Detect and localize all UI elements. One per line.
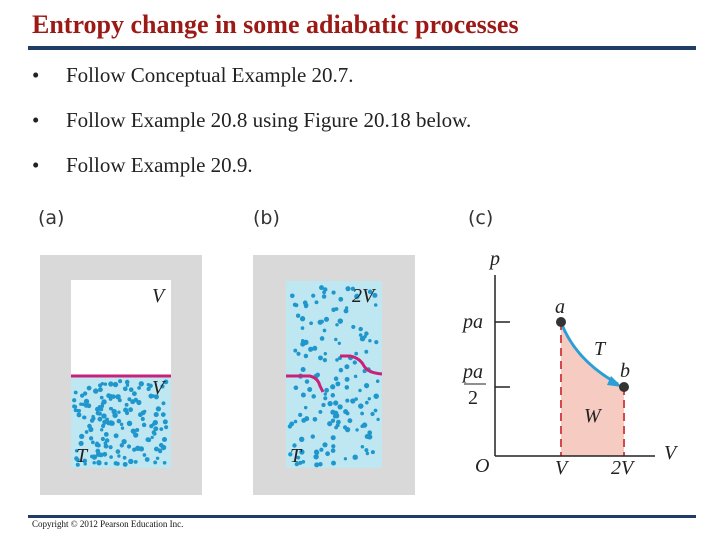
gas-molecule — [109, 455, 113, 459]
gas-molecule — [301, 460, 305, 464]
gas-molecule — [358, 389, 361, 392]
gas-molecule — [330, 384, 335, 389]
gas-molecule — [117, 410, 120, 413]
gas-molecule — [339, 368, 344, 373]
gas-molecule — [87, 403, 92, 408]
gas-molecule — [333, 411, 338, 416]
gas-molecule — [324, 352, 327, 355]
temperature-label-a: T — [76, 445, 88, 467]
gas-molecule — [296, 314, 300, 318]
gas-molecule — [320, 320, 324, 324]
gas-molecule — [163, 419, 168, 424]
gas-molecule — [161, 445, 166, 450]
gas-molecule — [364, 331, 368, 335]
gas-molecule — [315, 373, 320, 378]
gas-molecule — [84, 399, 89, 404]
gas-molecule — [123, 462, 128, 467]
gas-molecule — [321, 403, 325, 407]
gas-molecule — [296, 352, 300, 356]
gas-molecule — [128, 407, 133, 412]
gas-molecule — [139, 381, 144, 386]
gas-molecule — [360, 424, 364, 428]
gas-molecule — [127, 444, 131, 448]
gas-molecule — [347, 418, 352, 423]
gas-molecule — [309, 321, 313, 325]
gas-molecule — [325, 451, 330, 456]
gas-molecule — [323, 396, 327, 400]
gas-molecule — [109, 445, 113, 449]
gas-molecule — [87, 424, 92, 429]
gas-molecule — [374, 340, 378, 344]
gas-molecule — [318, 355, 323, 360]
gas-molecule — [304, 406, 307, 409]
gas-molecule — [344, 457, 347, 460]
gas-molecule — [102, 452, 107, 457]
gas-molecule — [97, 417, 102, 422]
gas-molecule — [376, 418, 379, 421]
gas-molecule — [304, 304, 308, 308]
gas-molecule — [331, 444, 335, 448]
gas-molecule — [343, 425, 347, 429]
slide-title: Entropy change in some adiabatic processes — [32, 10, 519, 39]
gas-molecule — [112, 413, 117, 418]
gas-molecule — [350, 398, 355, 403]
work-label: W — [584, 405, 601, 427]
gas-molecule — [370, 412, 374, 416]
gas-molecule — [117, 419, 122, 424]
state-point-b — [619, 382, 629, 392]
gas-molecule — [355, 428, 358, 431]
gas-molecule — [120, 443, 124, 447]
curve-label-t: T — [594, 338, 606, 360]
gas-molecule — [116, 449, 121, 454]
gas-molecule — [319, 448, 323, 452]
gas-molecule — [117, 454, 120, 457]
gas-molecule — [323, 287, 327, 291]
adiabatic-figure — [0, 195, 720, 505]
gas-molecule — [77, 412, 82, 417]
panel-c-label: (c) — [468, 207, 494, 229]
gas-molecule — [308, 347, 313, 352]
gas-molecule — [130, 399, 135, 404]
gas-molecule — [365, 401, 369, 405]
panel-a-label: (a) — [38, 207, 65, 229]
gas-molecule — [322, 442, 327, 447]
gas-molecule — [108, 381, 113, 386]
gas-molecule — [354, 352, 358, 356]
gas-molecule — [293, 303, 297, 307]
gas-molecule — [159, 427, 163, 431]
gas-molecule — [311, 434, 315, 438]
gas-molecule — [114, 433, 119, 438]
gas-molecule — [365, 434, 370, 439]
gas-molecule — [85, 430, 89, 434]
gas-molecule — [338, 297, 343, 302]
gas-molecule — [118, 379, 122, 383]
gas-molecule — [134, 460, 137, 463]
gas-molecule — [290, 294, 295, 299]
gas-molecule — [335, 358, 339, 362]
copyright-notice: Copyright © 2012 Pearson Education Inc. — [32, 519, 184, 529]
volume-label-a-gas: V — [152, 377, 165, 399]
gas-molecule — [145, 437, 150, 442]
gas-molecule — [364, 448, 368, 452]
gas-molecule — [359, 327, 363, 331]
gas-molecule — [335, 323, 338, 326]
bullet-marker: • — [32, 108, 40, 132]
gas-molecule — [137, 386, 141, 390]
gas-molecule — [374, 409, 378, 413]
gas-molecule — [359, 333, 363, 337]
gas-molecule — [324, 388, 329, 393]
gas-molecule — [332, 291, 336, 295]
gas-molecule — [129, 387, 134, 392]
gas-molecule — [374, 303, 378, 307]
gas-molecule — [158, 448, 162, 452]
gas-molecule — [132, 448, 136, 452]
gas-molecule — [311, 394, 316, 399]
gas-molecule — [97, 461, 101, 465]
gas-molecule — [323, 329, 327, 333]
point-label-b: b — [620, 360, 630, 382]
x-axis-label: V — [664, 442, 677, 464]
gas-molecule — [143, 453, 147, 457]
gas-molecule — [334, 338, 337, 341]
gas-molecule — [74, 408, 78, 412]
gas-molecule — [106, 393, 111, 398]
gas-molecule — [113, 382, 118, 387]
gas-molecule — [101, 437, 105, 441]
gas-molecule — [154, 412, 159, 417]
gas-molecule — [96, 452, 101, 457]
bullet-item — [32, 154, 471, 176]
gas-molecule — [153, 460, 157, 464]
gas-molecule — [301, 367, 306, 372]
gas-molecule — [95, 407, 100, 412]
gas-molecule — [327, 401, 332, 406]
gas-molecule — [121, 426, 124, 429]
gas-molecule — [368, 339, 371, 342]
gas-molecule — [141, 417, 145, 421]
y-tick-label-pa-den: 2 — [468, 387, 478, 409]
gas-molecule — [298, 413, 302, 417]
gas-molecule — [301, 393, 306, 398]
bullet-item — [32, 64, 471, 86]
gas-molecule — [364, 383, 369, 388]
gas-molecule — [90, 455, 94, 459]
footer-divider — [28, 515, 696, 518]
gas-molecule — [74, 391, 78, 395]
gas-molecule — [331, 435, 336, 440]
x-tick-label-v: V — [555, 457, 568, 479]
gas-molecule — [301, 418, 306, 423]
gas-molecule — [153, 426, 158, 431]
gas-molecule — [361, 445, 365, 449]
gas-molecule — [358, 403, 363, 408]
gas-molecule — [123, 456, 127, 460]
temperature-label-b: T — [290, 445, 302, 467]
gas-molecule — [79, 434, 84, 439]
gas-molecule — [147, 383, 150, 386]
gas-molecule — [132, 391, 137, 396]
gas-molecule — [324, 317, 329, 322]
gas-molecule — [163, 461, 167, 465]
gas-molecule — [338, 318, 343, 323]
gas-molecule — [100, 428, 103, 431]
gas-molecule — [104, 382, 108, 386]
gas-molecule — [303, 300, 308, 305]
gas-molecule — [101, 399, 106, 404]
origin-label: O — [475, 455, 490, 477]
gas-molecule — [305, 379, 309, 383]
y-tick-label-pa-num: pa — [463, 361, 483, 383]
gas-molecule — [101, 413, 106, 418]
gas-molecule — [345, 286, 350, 291]
volume-label-b: 2V — [352, 285, 375, 307]
gas-molecule — [72, 404, 76, 408]
bullet-list — [32, 64, 471, 199]
gas-molecule — [151, 436, 154, 439]
gas-molecule — [345, 399, 349, 403]
gas-molecule — [300, 316, 305, 321]
gas-molecule — [109, 407, 113, 411]
gas-molecule — [98, 383, 102, 387]
gas-molecule — [336, 420, 341, 425]
gas-molecule — [318, 462, 323, 467]
gas-molecule — [354, 375, 358, 379]
volume-label-a-top: V — [152, 285, 165, 307]
gas-molecule — [376, 379, 380, 383]
state-point-a — [556, 317, 566, 327]
gas-molecule — [81, 403, 84, 406]
bullet-text: Follow Example 20.9. — [66, 153, 253, 177]
gas-molecule — [338, 342, 341, 345]
gas-molecule — [304, 354, 308, 358]
gas-molecule — [299, 437, 304, 442]
gas-molecule — [152, 432, 156, 436]
gas-molecule — [162, 401, 166, 405]
y-axis-label: p — [490, 248, 500, 270]
gas-molecule — [371, 450, 375, 454]
gas-molecule — [95, 442, 100, 447]
gas-molecule — [331, 461, 336, 466]
gas-molecule — [128, 459, 133, 464]
gas-molecule — [294, 385, 299, 390]
gas-molecule — [313, 417, 318, 422]
gas-molecule — [145, 457, 150, 462]
gas-molecule — [346, 411, 350, 415]
gas-molecule — [133, 432, 138, 437]
gas-molecule — [353, 360, 357, 364]
gas-molecule — [105, 418, 109, 422]
gas-molecule — [337, 404, 342, 409]
title-divider — [28, 46, 696, 50]
gas-molecule — [294, 420, 298, 424]
gas-molecule — [366, 452, 369, 455]
gas-molecule — [77, 409, 81, 413]
gas-molecule — [322, 294, 327, 299]
gas-molecule — [98, 387, 103, 392]
gas-molecule — [320, 336, 325, 341]
gas-molecule — [301, 326, 305, 330]
bullet-item — [32, 109, 471, 131]
gas-molecule — [123, 386, 128, 391]
gas-molecule — [135, 428, 139, 432]
gas-molecule — [315, 300, 319, 304]
gas-molecule — [83, 391, 87, 395]
gas-molecule — [91, 415, 94, 418]
gas-molecule — [307, 387, 312, 392]
gas-molecule — [301, 339, 305, 343]
gas-molecule — [311, 294, 315, 298]
gas-molecule — [100, 408, 104, 412]
gas-molecule — [335, 381, 340, 386]
bullet-text: Follow Conceptual Example 20.7. — [66, 63, 354, 87]
gas-molecule — [324, 392, 327, 395]
gas-molecule — [89, 436, 93, 440]
gas-molecule — [373, 393, 378, 398]
gas-molecule — [344, 364, 349, 369]
panel-b-label: (b) — [253, 207, 280, 229]
gas-molecule — [156, 406, 161, 411]
gas-molecule — [318, 410, 322, 414]
gas-molecule — [331, 448, 336, 453]
gas-molecule — [164, 425, 168, 429]
gas-molecule — [100, 396, 104, 400]
gas-molecule — [104, 462, 107, 465]
gas-molecule — [368, 397, 371, 400]
gas-molecule — [82, 415, 86, 419]
gas-molecule — [364, 350, 368, 354]
gas-molecule — [104, 441, 108, 445]
gas-molecule — [352, 454, 357, 459]
gas-molecule — [120, 423, 123, 426]
gas-molecule — [345, 385, 350, 390]
gas-molecule — [360, 412, 364, 416]
gas-molecule — [331, 308, 336, 313]
gas-molecule — [331, 419, 335, 423]
gas-molecule — [125, 380, 130, 385]
gas-molecule — [161, 412, 166, 417]
gas-molecule — [87, 386, 92, 391]
gas-molecule — [92, 461, 96, 465]
gas-molecule — [141, 410, 146, 415]
gas-molecule — [334, 376, 339, 381]
y-tick-label-pa: pa — [463, 311, 483, 333]
gas-molecule — [289, 421, 294, 426]
x-tick-label-2v: 2V — [611, 457, 634, 479]
gas-molecule — [125, 411, 129, 415]
gas-molecule — [104, 432, 109, 437]
gas-molecule — [93, 388, 98, 393]
gas-molecule — [127, 421, 132, 426]
point-label-a: a — [555, 296, 565, 318]
bullet-marker: • — [32, 63, 40, 87]
gas-molecule — [125, 403, 129, 407]
gas-molecule — [115, 394, 120, 399]
gas-molecule — [162, 437, 167, 442]
gas-molecule — [91, 441, 95, 445]
gas-molecule — [323, 358, 327, 362]
gas-molecule — [156, 457, 159, 460]
gas-molecule — [345, 306, 348, 309]
bullet-marker: • — [32, 153, 40, 177]
gas-molecule — [345, 377, 350, 382]
bullet-text: Follow Example 20.8 using Figure 20.18 below. — [66, 108, 472, 132]
gas-molecule — [312, 346, 317, 351]
gas-molecule — [108, 420, 113, 425]
gas-molecule — [142, 423, 146, 427]
gas-molecule — [331, 393, 335, 397]
gas-molecule — [333, 400, 338, 405]
gas-molecule — [293, 349, 297, 353]
gas-molecule — [351, 325, 355, 329]
gas-molecule — [313, 454, 318, 459]
gas-molecule — [114, 461, 118, 465]
gas-molecule — [72, 398, 76, 402]
gas-molecule — [152, 423, 155, 426]
